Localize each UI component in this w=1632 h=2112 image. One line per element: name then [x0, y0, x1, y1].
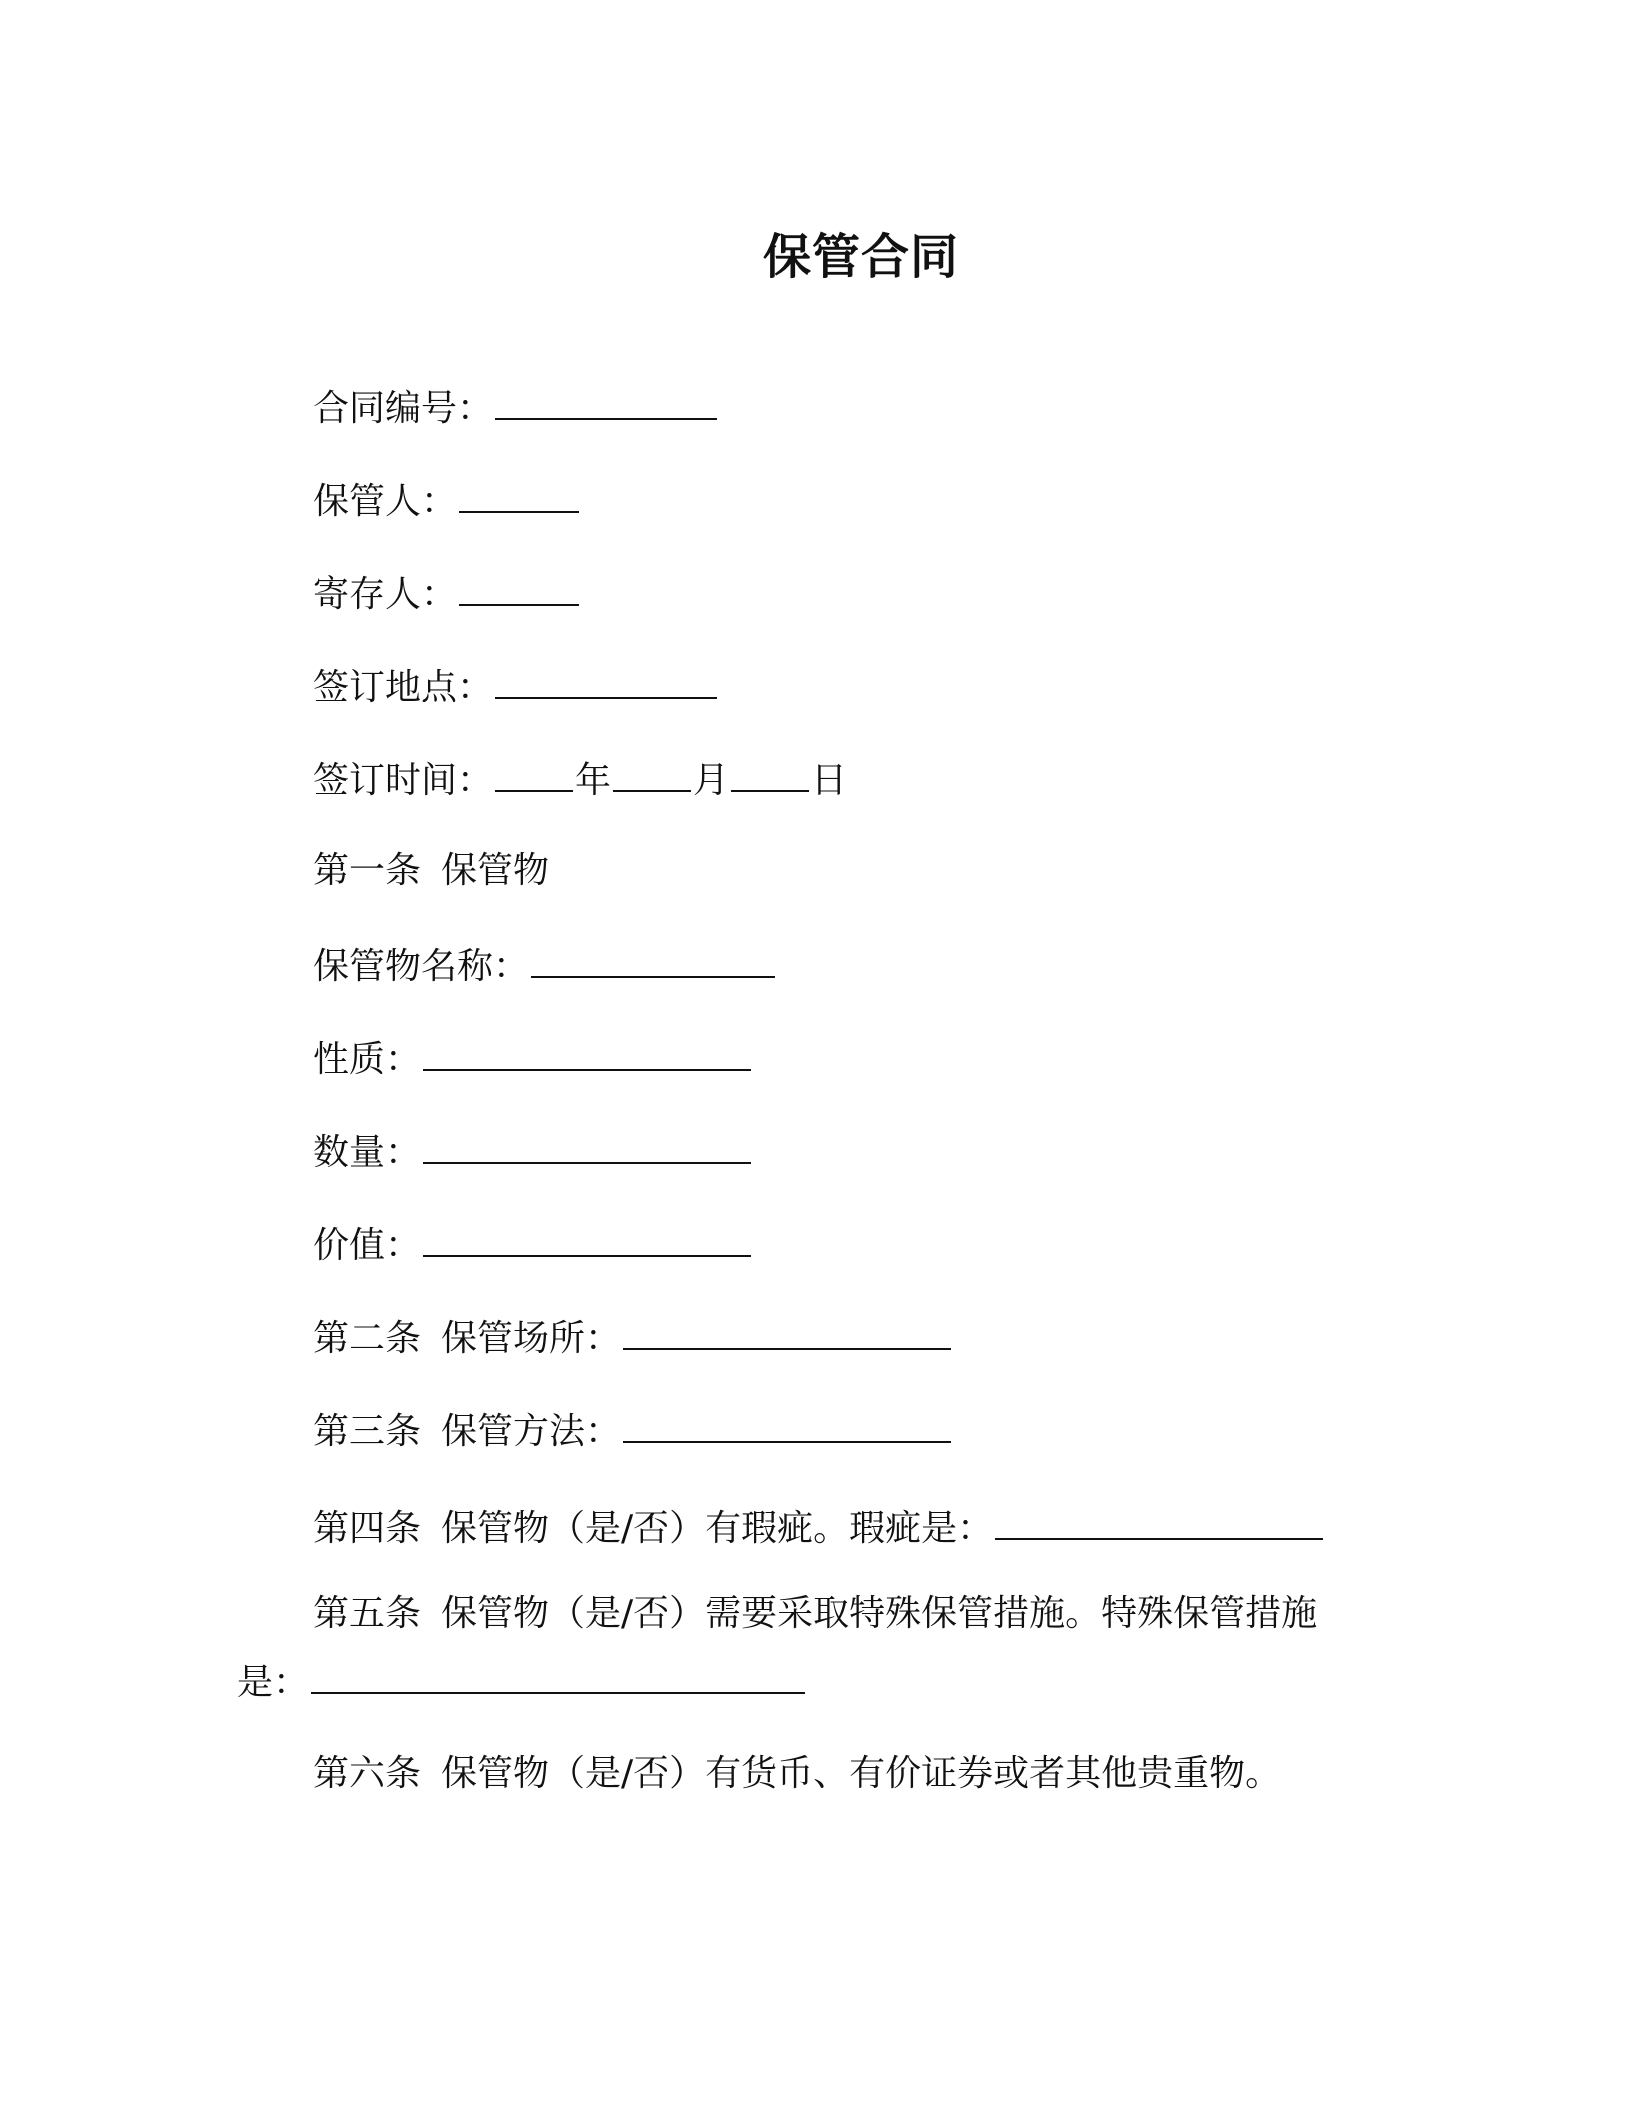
- signing-place-field: [313, 663, 719, 710]
- article-4: [313, 1504, 1325, 1551]
- field-label: 合同编号：: [313, 388, 494, 429]
- item-nature-field: [313, 1035, 753, 1082]
- field-label: 数量：: [313, 1132, 422, 1173]
- item-quantity-blank[interactable]: [423, 1128, 751, 1164]
- field-label: 签订地点：: [313, 667, 494, 708]
- item-name-field: [313, 942, 777, 989]
- field-label: 保管物名称：: [313, 946, 530, 987]
- defect-blank[interactable]: [995, 1504, 1323, 1540]
- contract-number-field: [313, 384, 719, 431]
- article-2: [313, 1314, 953, 1361]
- item-name-blank[interactable]: [531, 942, 775, 978]
- continuation-text: 是：: [237, 1662, 310, 1703]
- article-number: 第五条: [313, 1593, 422, 1634]
- article-3: [313, 1407, 953, 1454]
- day-label: 日: [811, 760, 848, 801]
- depositor-field: [313, 570, 581, 617]
- article-text: 保管物（是/否）有货币、有价证券或者其他贵重物。: [441, 1753, 1282, 1794]
- article-text: 保管方法：: [441, 1411, 622, 1452]
- storage-method-blank[interactable]: [623, 1407, 951, 1443]
- item-value-field: [313, 1221, 753, 1268]
- custodian-blank[interactable]: [459, 477, 579, 513]
- item-quantity-field: [313, 1128, 753, 1175]
- article-text: 保管物（是/否）有瑕疵。瑕疵是：: [441, 1508, 994, 1549]
- item-value-blank[interactable]: [423, 1221, 751, 1257]
- article-number: 第一条: [313, 850, 422, 891]
- month-label: 月: [693, 760, 730, 801]
- article-text: 保管场所：: [441, 1318, 622, 1359]
- contract-number-blank[interactable]: [495, 384, 717, 420]
- article-6: [313, 1752, 1281, 1796]
- storage-place-blank[interactable]: [623, 1314, 951, 1350]
- year-blank[interactable]: [495, 756, 573, 792]
- article-1-heading: [313, 849, 549, 893]
- day-blank[interactable]: [731, 756, 809, 792]
- month-blank[interactable]: [613, 756, 691, 792]
- article-number: 第六条: [313, 1753, 422, 1794]
- item-nature-blank[interactable]: [423, 1035, 751, 1071]
- article-5: [237, 1592, 1353, 1705]
- field-label: 签订时间：: [313, 760, 494, 801]
- signing-place-blank[interactable]: [495, 663, 717, 699]
- article-5-continuation: [237, 1658, 1353, 1705]
- depositor-blank[interactable]: [459, 570, 579, 606]
- article-heading: 保管物: [441, 850, 550, 891]
- field-label: 性质：: [313, 1039, 422, 1080]
- article-number: 第三条: [313, 1411, 422, 1452]
- article-number: 第二条: [313, 1318, 422, 1359]
- field-label: 价值：: [313, 1225, 422, 1266]
- field-label: 保管人：: [313, 481, 458, 522]
- field-label: 寄存人：: [313, 574, 458, 615]
- year-label: 年: [575, 760, 612, 801]
- signing-date-field: [313, 756, 847, 803]
- custodian-field: [313, 477, 581, 524]
- article-text: 保管物（是/否）需要采取特殊保管措施。特殊保管措施: [441, 1593, 1318, 1634]
- article-number: 第四条: [313, 1508, 422, 1549]
- document-title: 保管合同: [762, 229, 959, 285]
- special-measures-blank[interactable]: [311, 1658, 805, 1694]
